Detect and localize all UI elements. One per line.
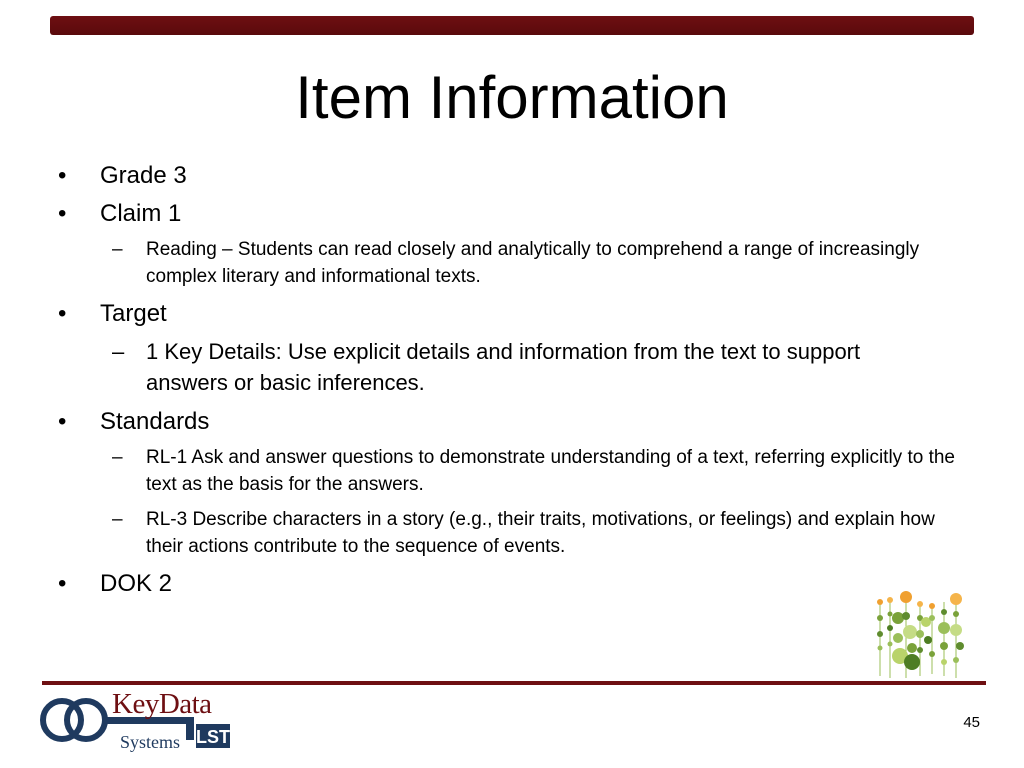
- bullet-item: [56, 160, 976, 191]
- dash-marker: –: [112, 339, 125, 364]
- logo-brand-text: KeyData: [112, 688, 212, 720]
- sub-bullet-item: [56, 236, 976, 290]
- sub-bullet-text: RL-3 Describe characters in a story (e.g., their traits, motivations, or feelings) and explain how their actions contribute to the sequence of events.: [146, 509, 935, 557]
- bullet-text: Standards: [100, 408, 210, 435]
- footer-divider: [42, 681, 986, 685]
- bullet-item: [56, 406, 976, 437]
- logo-mark-text: LST: [196, 727, 230, 747]
- dash-marker: –: [112, 447, 123, 468]
- sub-bullet-text: Reading – Students can read closely and analytically to comprehend a range of increasingly complex literary and informational texts.: [146, 239, 920, 287]
- bullet-marker: •: [58, 408, 67, 435]
- bullet-marker: •: [58, 570, 67, 597]
- bullet-marker: •: [58, 300, 67, 327]
- bullet-marker: •: [58, 200, 67, 227]
- logo-subtitle-text: Systems: [120, 732, 181, 752]
- bullet-marker: •: [58, 162, 67, 189]
- sub-bullet-item: [56, 444, 976, 498]
- bullet-item: [56, 298, 976, 329]
- bullet-item: [56, 198, 976, 229]
- dash-marker: –: [112, 239, 123, 260]
- slide-title: Item Information: [295, 64, 729, 131]
- bullet-text: Target: [100, 300, 167, 327]
- slide-content: [56, 160, 976, 606]
- sub-bullet-text: RL-1 Ask and answer questions to demonstrate understanding of a text, referring explicitly to the text as the basis for the answers.: [146, 447, 956, 495]
- sub-bullet-item: [56, 336, 946, 398]
- dotted-plants-icon: [868, 588, 974, 680]
- bullet-text: DOK 2: [100, 570, 173, 597]
- dash-marker: –: [112, 509, 123, 530]
- sub-bullet-item: [56, 506, 976, 560]
- page-number: 45: [963, 714, 980, 731]
- top-accent-bar: [50, 16, 974, 35]
- bullet-text: Grade 3: [100, 162, 187, 189]
- bullet-text: Claim 1: [100, 200, 182, 227]
- bullet-item: [56, 568, 976, 599]
- sub-bullet-text: 1 Key Details: Use explicit details and information from the text to support answers or basic inferences.: [146, 339, 861, 395]
- keydata-logo: [38, 688, 238, 760]
